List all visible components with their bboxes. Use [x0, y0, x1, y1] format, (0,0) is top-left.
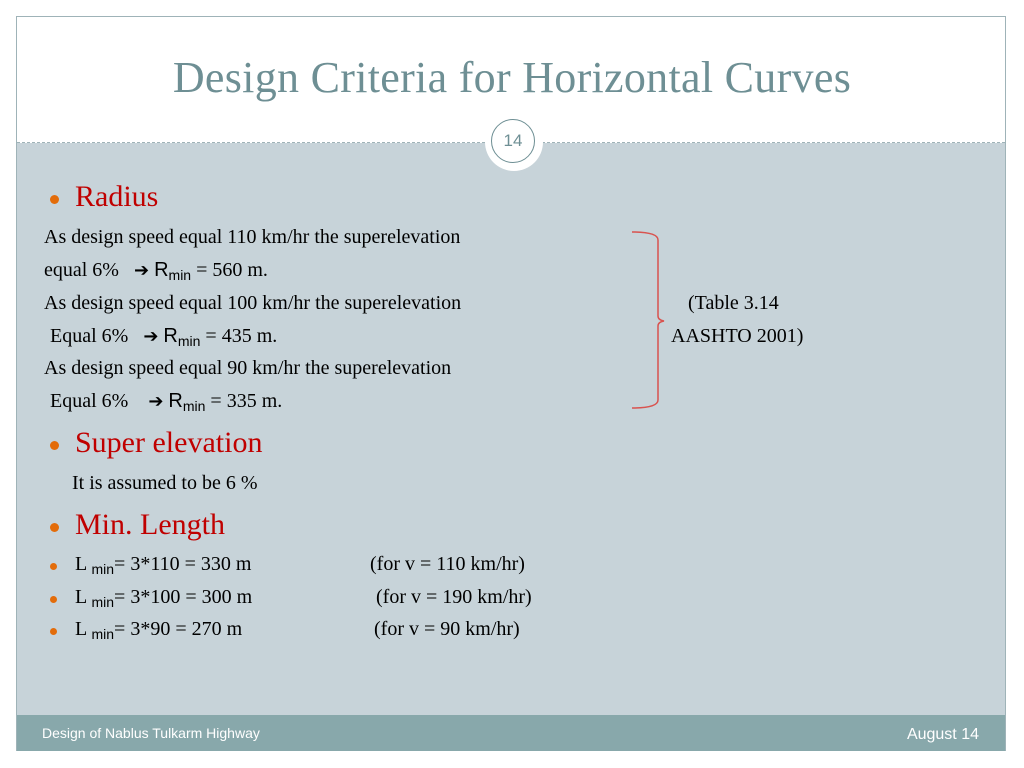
min-length-item-1 [75, 553, 251, 577]
r-subscript: min [177, 333, 201, 349]
r-symbol: R [168, 390, 183, 412]
radius-line-4 [50, 325, 277, 349]
r-symbol: R [154, 259, 169, 281]
min-length-formula: = 3*100 = 300 m [114, 586, 253, 608]
reference-line-2: AASHTO 2001) [671, 325, 804, 347]
radius-line-5: As design speed equal 90 km/hr the superelevation [44, 357, 452, 379]
right-arrow-icon: ➔ [148, 391, 164, 412]
super-elevation-heading: Super elevation [75, 426, 263, 459]
min-length-item-3 [75, 618, 242, 642]
radius-line-2-value: = 560 m. [191, 259, 268, 281]
r-symbol: R [163, 325, 178, 347]
bullet-icon [50, 563, 57, 570]
min-length-heading: Min. Length [75, 508, 225, 541]
radius-heading: Radius [75, 180, 159, 213]
bullet-icon [50, 523, 59, 532]
reference-line-1: (Table 3.14 [688, 292, 779, 314]
radius-line-3: As design speed equal 100 km/hr the superelevation [44, 292, 462, 314]
min-length-condition-1: (for v = 110 km/hr) [370, 553, 525, 575]
radius-line-2-prefix: equal 6% [44, 259, 119, 281]
min-length-condition-2: (for v = 190 km/hr) [376, 586, 532, 608]
footer-date: August 14 [906, 726, 979, 743]
radius-line-4-prefix: Equal 6% [50, 325, 129, 347]
radius-line-6-prefix: Equal 6% [50, 390, 129, 412]
slide-title: Design Criteria for Horizontal Curves [172, 53, 852, 102]
bullet-icon [50, 628, 57, 635]
r-subscript: min [182, 398, 206, 414]
right-arrow-icon: ➔ [143, 326, 159, 347]
slide-footer [17, 715, 1005, 751]
right-arrow-icon: ➔ [133, 260, 150, 281]
min-length-condition-3: (for v = 90 km/hr) [374, 618, 520, 640]
l-subscript: min [91, 561, 115, 577]
bullet-icon [50, 441, 59, 450]
bullet-icon [50, 195, 59, 204]
l-subscript: min [91, 626, 115, 642]
bullet-icon [50, 596, 57, 603]
radius-line-6-value: = 335 m. [205, 390, 283, 412]
l-symbol: L [75, 553, 92, 575]
l-symbol: L [75, 618, 92, 640]
min-length-item-2 [75, 586, 252, 610]
footer-title: Design of Nablus Tulkarm Highway [42, 725, 260, 741]
radius-line-1: As design speed equal 110 km/hr the superelevation [44, 226, 461, 248]
radius-line-6 [50, 390, 282, 414]
l-subscript: min [91, 594, 115, 610]
right-brace-icon [628, 228, 668, 413]
super-elevation-text: It is assumed to be 6 % [72, 472, 258, 494]
min-length-formula: = 3*90 = 270 m [114, 618, 243, 640]
page-number: 14 [491, 119, 535, 163]
l-symbol: L [75, 586, 92, 608]
radius-line-2 [44, 259, 268, 283]
r-subscript: min [168, 267, 192, 283]
radius-line-4-value: = 435 m. [200, 325, 278, 347]
page-number-badge [485, 113, 543, 171]
min-length-formula: = 3*110 = 330 m [114, 553, 252, 575]
